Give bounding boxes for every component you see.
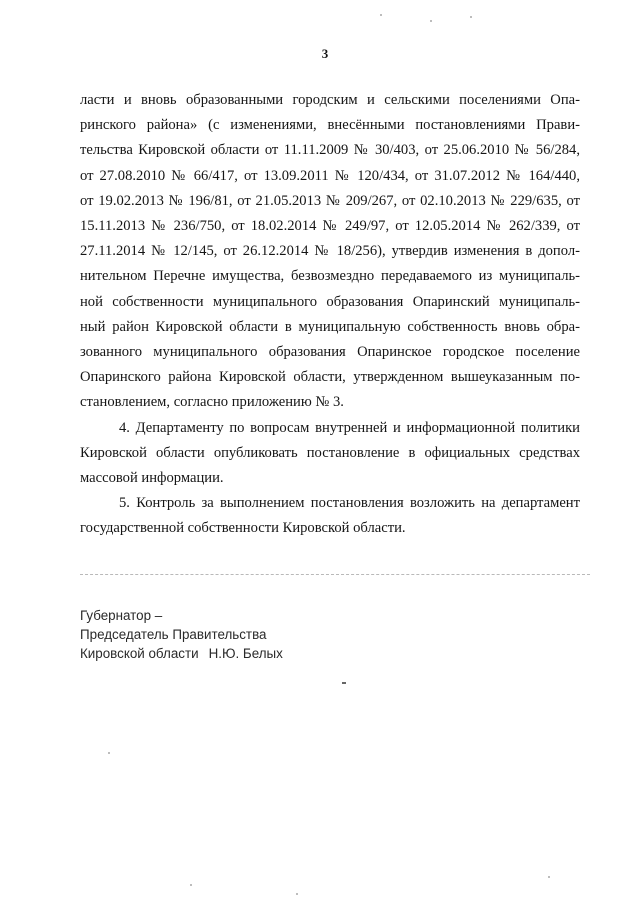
signature-position-line-3 xyxy=(80,644,283,663)
scan-speck xyxy=(430,20,432,22)
signature-region: Кировской области xyxy=(80,646,199,661)
signature-position-line-1: Губернатор – xyxy=(80,608,163,623)
paragraph-5: 5. Контроль за выполнением постановления возложить на департамент государственной собственности Кировской области. xyxy=(80,495,580,537)
signature-block xyxy=(80,606,283,663)
paragraph-line: нительном Перечне имущества, безвозмездно передаваемого из муниципаль- xyxy=(80,268,580,285)
separator-line xyxy=(80,574,590,575)
paragraph-line: ной собственности муниципального образования Опаринский муниципаль- xyxy=(80,293,580,310)
scan-speck xyxy=(380,14,382,16)
scan-speck xyxy=(470,16,472,18)
paragraph-line: становлением, согласно приложению № 3. xyxy=(80,394,344,411)
paragraph-line: тельства Кировской области от 11.11.2009 № 30/403, от 25.06.2010 № 56/284, xyxy=(80,142,580,159)
scan-speck xyxy=(108,752,110,754)
paragraph-line: зованного муниципального образования Опаринское городское поселение xyxy=(80,344,580,361)
signature-position-line-2: Председатель Правительства xyxy=(80,627,267,642)
scan-speck xyxy=(190,884,192,886)
paragraph-4: 4. Департаменту по вопросам внутренней и информационной политики Кировской области опубликовать постановление в официальных средствах массовой информации. xyxy=(80,419,580,487)
paragraph-line: от 27.08.2010 № 66/417, от 13.09.2011 № 120/434, от 31.07.2012 № 164/440, xyxy=(80,167,580,184)
paragraph-line: Опаринского района Кировской области, утвержденном вышеуказанным по- xyxy=(80,369,580,386)
paragraph-continuation xyxy=(80,88,580,416)
paragraph-line: ный район Кировской области в муниципальную собственность вновь обра- xyxy=(80,318,580,335)
page-number: 3 xyxy=(321,46,329,61)
paragraph-line: от 19.02.2013 № 196/81, от 21.05.2013 № 209/267, от 02.10.2013 № 229/635, от xyxy=(80,192,580,209)
scan-speck xyxy=(296,893,298,895)
paragraph-line: ринского района» (с изменениями, внесёнными постановлениями Прави- xyxy=(80,117,580,134)
paragraph-line: 27.11.2014 № 12/145, от 26.12.2014 № 18/256), утвердив изменения в допол- xyxy=(80,243,580,260)
document-body xyxy=(80,88,580,542)
scan-speck xyxy=(342,682,346,684)
paragraph-line: ласти и вновь образованными городским и сельскими поселениями Опа- xyxy=(80,92,580,108)
paragraph-line: 15.11.2013 № 236/750, от 18.02.2014 № 249/97, от 12.05.2014 № 262/339, от xyxy=(80,218,580,235)
scan-speck xyxy=(548,876,550,878)
signatory-name: Н.Ю. Белых xyxy=(208,646,283,661)
